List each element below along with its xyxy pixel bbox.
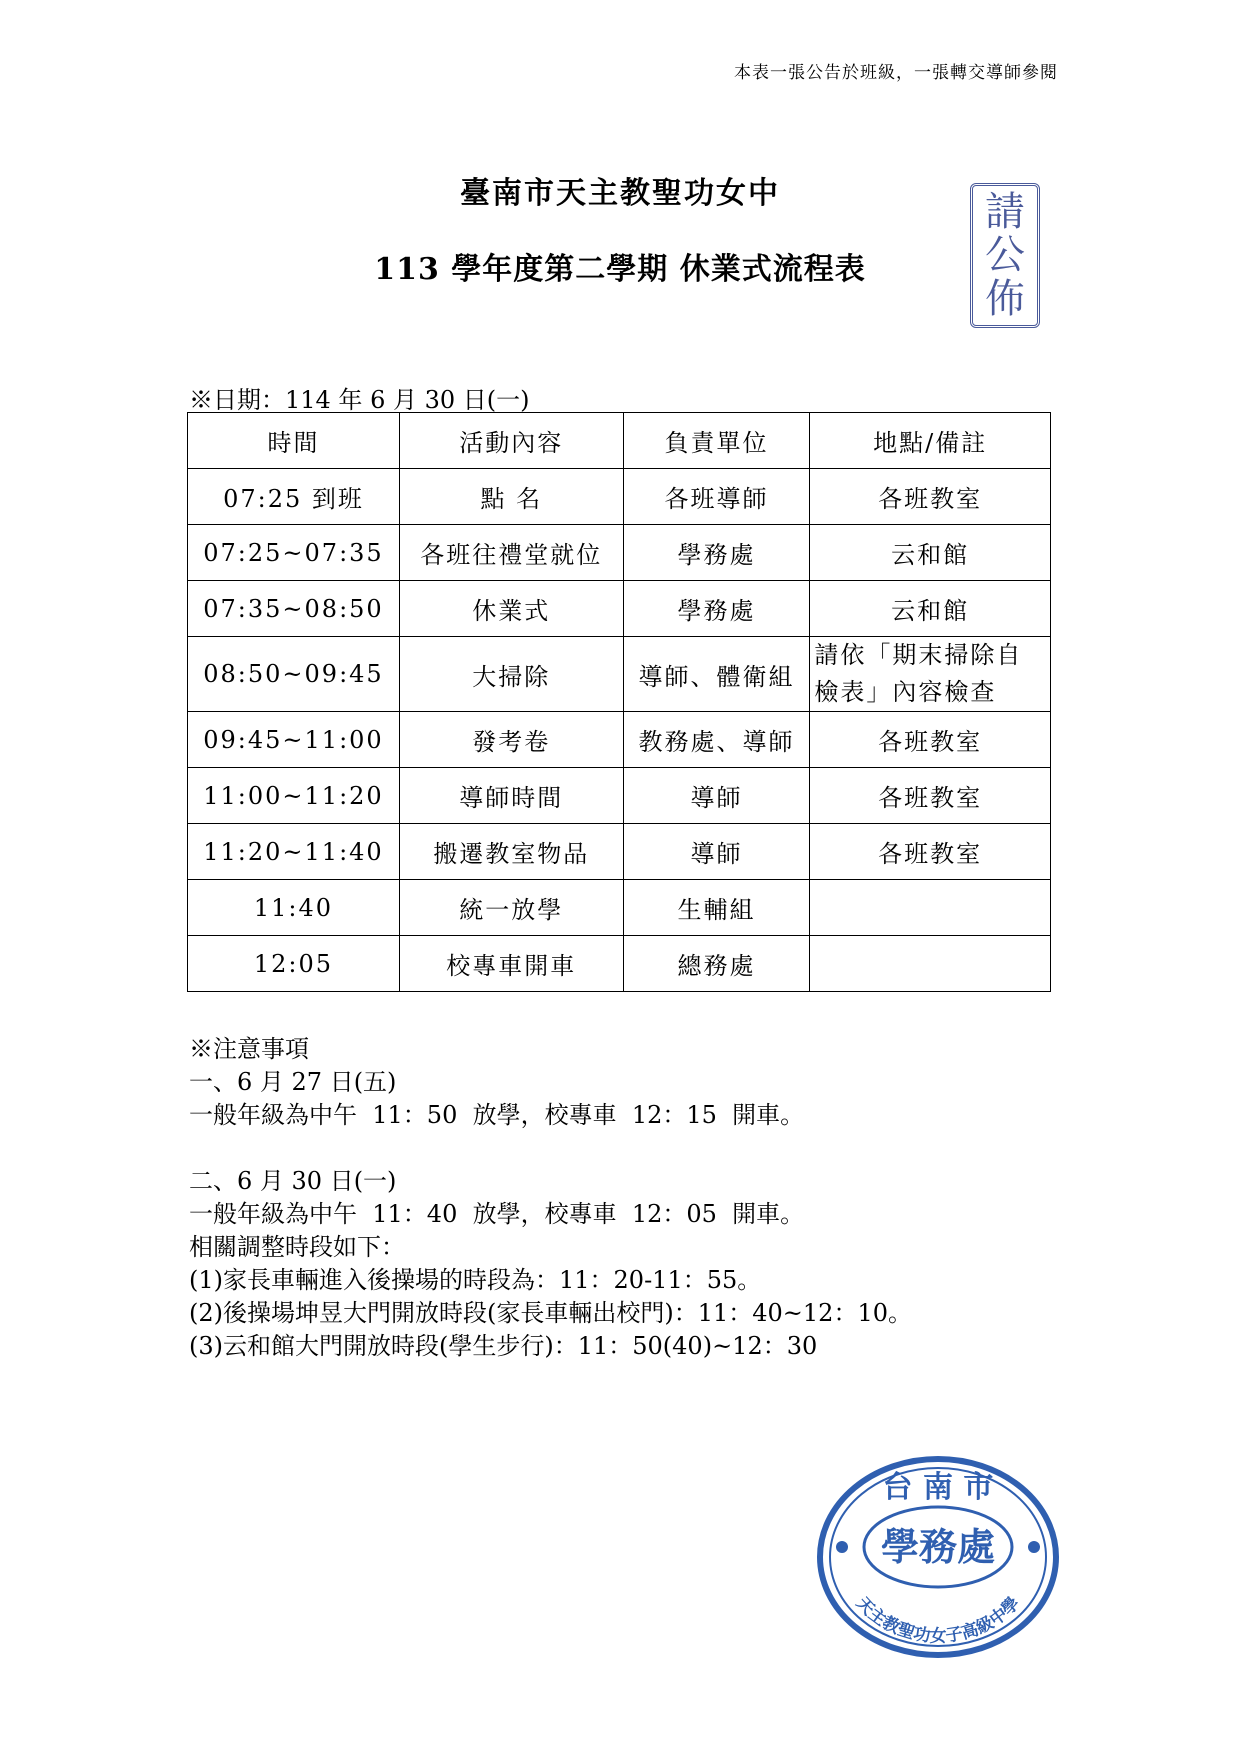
header-unit: 負責單位 <box>623 413 810 469</box>
cell-time: 11:40 <box>188 880 400 936</box>
cell-activity: 導師時間 <box>399 768 623 824</box>
cell-location: 各班教室 <box>810 712 1051 768</box>
cell-activity: 點 名 <box>399 469 623 525</box>
table-row <box>188 581 1051 637</box>
note-list-item: (3)云和館大門開放時段(學生步行)：11：50(40)~12：30 <box>189 1332 818 1360</box>
schedule-table <box>187 412 1051 992</box>
cell-location <box>810 880 1051 936</box>
cell-location: 各班教室 <box>810 824 1051 880</box>
cell-location <box>810 936 1051 992</box>
cell-activity: 搬遷教室物品 <box>399 824 623 880</box>
cell-location: 云和館 <box>810 581 1051 637</box>
approval-stamp-char: 佈 <box>985 276 1025 323</box>
cell-time: 08:50~09:45 <box>188 637 400 712</box>
seal-bottom-text: 天主教聖功女子高級中學 <box>852 1593 1024 1647</box>
cell-unit: 生輔組 <box>623 880 810 936</box>
header-time: 時間 <box>188 413 400 469</box>
note-item2-title: 二、6 月 30 日(一) <box>189 1167 397 1195</box>
note-item2-text: 一般年級為中午 11：40 放學，校專車 12：05 開車。 <box>189 1200 805 1228</box>
cell-unit: 導師、體衛組 <box>623 637 810 712</box>
cell-unit: 導師 <box>623 824 810 880</box>
distribution-note: 本表一張公告於班級，一張轉交導師參閱 <box>734 63 1058 83</box>
table-row <box>188 824 1051 880</box>
cell-unit: 學務處 <box>623 525 810 581</box>
cell-time: 07:25 到班 <box>188 469 400 525</box>
cell-activity: 發考卷 <box>399 712 623 768</box>
note-item1-text: 一般年級為中午 11：50 放學，校專車 12：15 開車。 <box>189 1101 805 1129</box>
cell-activity: 各班往禮堂就位 <box>399 525 623 581</box>
cell-activity: 統一放學 <box>399 880 623 936</box>
cell-location: 各班教室 <box>810 469 1051 525</box>
cell-time: 12:05 <box>188 936 400 992</box>
event-date: ※日期：114 年 6 月 30 日(一) <box>189 386 530 414</box>
cell-activity: 校專車開車 <box>399 936 623 992</box>
school-name: 臺南市天主教聖功女中 <box>460 176 780 211</box>
note-list-item: (2)後操場坤昱大門開放時段(家長車輛出校門)：11：40~12：10。 <box>189 1299 912 1327</box>
office-seal <box>815 1455 1061 1660</box>
table-row <box>188 525 1051 581</box>
cell-unit: 教務處、導師 <box>623 712 810 768</box>
cell-time: 11:00~11:20 <box>188 768 400 824</box>
cell-unit: 導師 <box>623 768 810 824</box>
table-row <box>188 768 1051 824</box>
cell-time: 11:20~11:40 <box>188 824 400 880</box>
table-row <box>188 712 1051 768</box>
table-row <box>188 880 1051 936</box>
table-row <box>188 936 1051 992</box>
approval-stamp <box>970 183 1040 328</box>
cell-location: 云和館 <box>810 525 1051 581</box>
header-activity: 活動內容 <box>399 413 623 469</box>
cell-unit: 總務處 <box>623 936 810 992</box>
document-title: 113 學年度第二學期 休業式流程表 <box>374 252 866 287</box>
note-item1-title: 一、6 月 27 日(五) <box>189 1068 397 1096</box>
cell-time: 09:45~11:00 <box>188 712 400 768</box>
seal-center-text: 學務處 <box>880 1524 996 1569</box>
note-item2-subheading: 相關調整時段如下： <box>189 1233 405 1261</box>
cell-time: 07:35~08:50 <box>188 581 400 637</box>
seal-top-text: 台 南 市 <box>882 1470 994 1505</box>
cell-activity: 休業式 <box>399 581 623 637</box>
cell-unit: 學務處 <box>623 581 810 637</box>
approval-stamp-char: 公 <box>985 232 1025 279</box>
cell-location: 各班教室 <box>810 768 1051 824</box>
cell-unit: 各班導師 <box>623 469 810 525</box>
table-header-row <box>188 413 1051 469</box>
header-location: 地點/備註 <box>810 413 1051 469</box>
approval-stamp-char: 請 <box>985 188 1025 235</box>
cell-time: 07:25~07:35 <box>188 525 400 581</box>
notes-section <box>189 1033 912 1363</box>
table-row <box>188 469 1051 525</box>
note-list-item: (1)家長車輛進入後操場的時段為：11：20-11：55。 <box>189 1266 762 1294</box>
table-row <box>188 637 1051 712</box>
cell-activity: 大掃除 <box>399 637 623 712</box>
cell-location: 請依「期末掃除自檢表」內容檢查 <box>810 637 1051 712</box>
notes-heading: ※注意事項 <box>189 1035 309 1063</box>
